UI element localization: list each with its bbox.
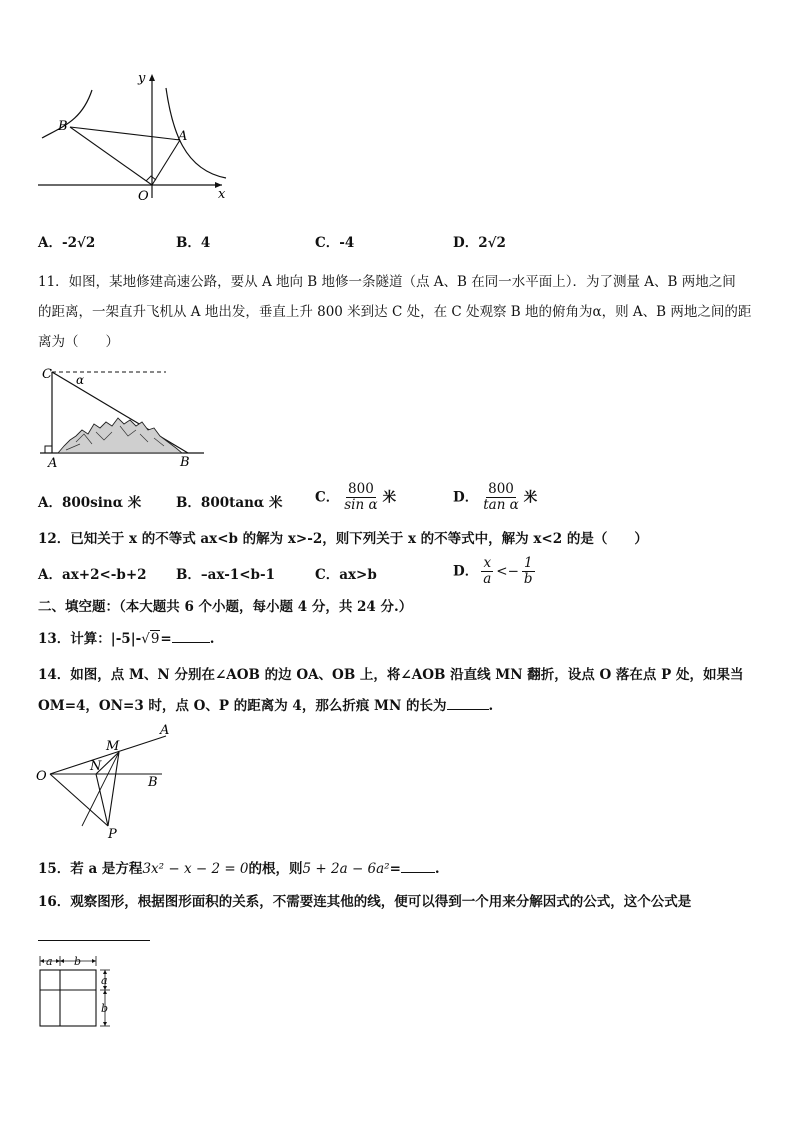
q10-option-d[interactable]: D．2√2 xyxy=(453,235,506,251)
q11-label-alpha: α xyxy=(76,373,85,387)
q11-option-a[interactable]: A．800sinα 米 xyxy=(38,495,142,511)
q10-figure xyxy=(34,70,234,205)
q10-label-b: B xyxy=(58,119,68,134)
q11-stem-line2: 的距离，一架直升飞机从 A 地出发，垂直上升 800 米到达 C 处，在 C 处观察 B 地的俯角为α，则 A、B 两地之间的距 xyxy=(38,304,752,320)
q11-figure xyxy=(36,362,211,472)
q11-option-b[interactable]: B．800tanα 米 xyxy=(176,495,283,511)
q12-option-c[interactable]: C．ax>b xyxy=(315,567,377,583)
q16-label-b-side: b xyxy=(101,1002,109,1015)
q10-option-b[interactable]: B．4 xyxy=(176,235,211,251)
q11-label-b: B xyxy=(180,455,190,470)
q11-label-a: A xyxy=(48,456,58,471)
q10-option-a[interactable]: A．-2√2 xyxy=(38,235,96,251)
q16-label-a-top: a xyxy=(46,955,53,968)
q16-answer-blank[interactable] xyxy=(38,940,150,941)
q14-stem-line2: OM=4，ON=3 时，点 O、P 的距离为 4，那么折痕 MN 的长为 . xyxy=(38,698,494,714)
q14-label-b: B xyxy=(148,775,158,790)
q11-option-d[interactable]: D． $\frac{800}{\text{tan α}}$ 米 xyxy=(453,481,538,513)
q13-stem: 13．计算：|-5|-√9= . xyxy=(38,631,215,647)
q10-label-o: O xyxy=(138,189,149,204)
q16-stem: 16．观察图形，根据图形面积的关系，不需要连其他的线，便可以得到一个用来分解因式的公式，这个公式是 xyxy=(38,894,692,910)
q11-label-c: C xyxy=(42,367,52,382)
q12-option-a[interactable]: A．ax+2<-b+2 xyxy=(38,567,147,583)
q15-answer-blank[interactable] xyxy=(401,872,435,873)
q14-figure xyxy=(34,722,174,844)
q11-stem-line3: 离为（ ） xyxy=(38,334,119,350)
q16-label-a-side: a xyxy=(101,974,108,987)
q16-figure xyxy=(36,952,122,1030)
q15-stem: 15．若 a 是方程3x² − x − 2 = 0的根，则5 + 2a − 6a²= . xyxy=(38,861,440,877)
q10-option-c[interactable]: C．-4 xyxy=(315,235,355,251)
q11-option-c[interactable]: C． $\frac{800}{\text{sin α}}$ 米 xyxy=(315,481,397,513)
q16-label-b-top: b xyxy=(74,955,82,968)
q14-label-n: N xyxy=(90,759,102,774)
q14-label-a: A xyxy=(160,723,170,738)
q10-label-x: x xyxy=(218,187,226,202)
q12-stem: 12．已知关于 x 的不等式 ax<b 的解为 x>-2，则下列关于 x 的不等式中，解为 x<2 的是（ ） xyxy=(38,531,648,547)
q10-label-a: A xyxy=(178,129,188,144)
section-2-title: 二、填空题：（本大题共 6 个小题，每小题 4 分，共 24 分.） xyxy=(38,599,413,615)
q14-label-m: M xyxy=(106,739,120,754)
q14-answer-blank[interactable] xyxy=(447,709,489,710)
q14-label-p: P xyxy=(108,827,117,842)
q14-label-o: O xyxy=(36,769,47,784)
q12-option-b[interactable]: B．–ax-1<b-1 xyxy=(176,567,275,583)
q11-stem-line1: 11．如图，某地修建高速公路，要从 A 地向 B 地修一条隧道（点 A、B 在同一水平面上）．为了测量 A、B 两地之间 xyxy=(38,274,736,290)
q10-label-y: y xyxy=(138,71,146,86)
q12-option-d[interactable]: D． $\frac{x}{a}$ <− $\frac{1}{b}$ xyxy=(453,555,533,587)
q13-answer-blank[interactable] xyxy=(172,642,210,643)
q14-stem-line1: 14．如图，点 M、N 分别在∠AOB 的边 OA、OB 上，将∠AOB 沿直线 MN 翻折，设点 O 落在点 P 处，如果当 xyxy=(38,667,744,683)
